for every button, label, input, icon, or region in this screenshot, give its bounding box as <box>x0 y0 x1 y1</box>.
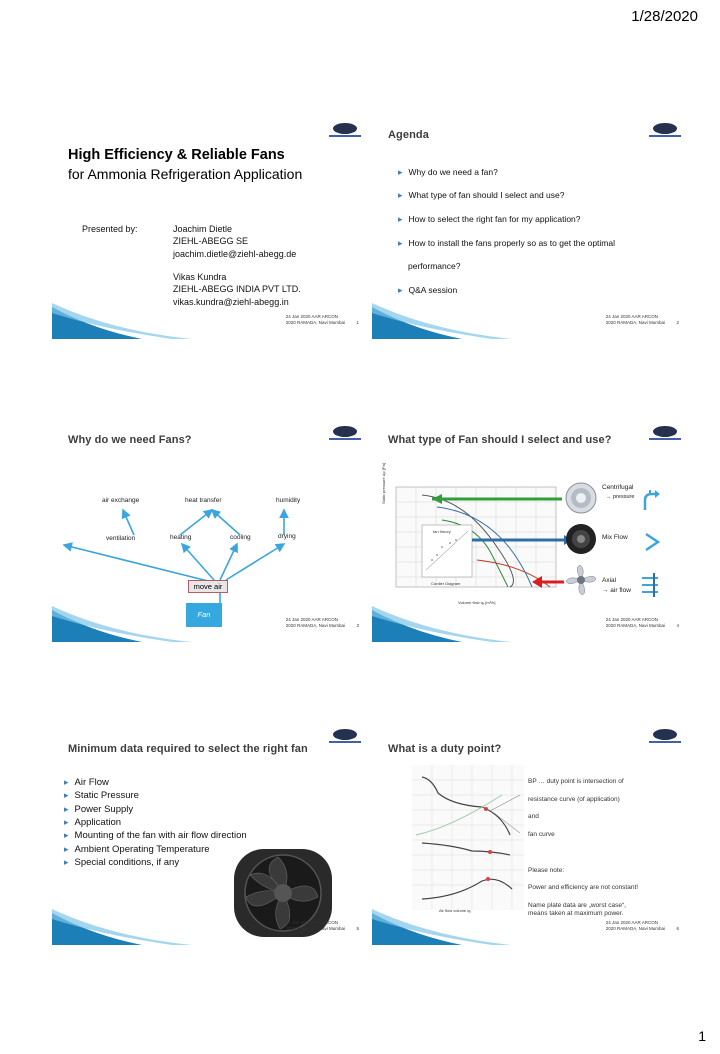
label-drying: drying <box>278 533 296 540</box>
presenter-2-company: ZIEHL-ABEGG INDIA PVT LTD. <box>173 284 301 294</box>
presenter-1-name: Joachim Dietle <box>173 224 233 234</box>
slide-5 <box>52 723 367 945</box>
presenter-1-email: joachim.dietle@ziehl-abegg.de <box>173 249 297 259</box>
slide-title: Why do we need Fans? <box>68 434 192 446</box>
presenter-1-company: ZIEHL-ABEGG SE <box>173 236 249 246</box>
presenter-2-email: vikas.kundra@ziehl-abegg.in <box>173 297 289 307</box>
text-fan-curve: fan curve <box>528 831 555 838</box>
agenda-item: ▸ How to install the fans properly so as to get the optimal <box>398 238 615 249</box>
label-air-flow: → air flow <box>602 587 631 594</box>
move-air-box: move air <box>188 580 228 593</box>
slide-footer: 24 Jan 2020 AAR ARCON 2020 RAMADA, Navi Mumbai <box>605 920 665 931</box>
chart-axis-label: Air flow volume qᵥ <box>439 908 471 913</box>
chart-y-label: Static pressure Δp [Pa] <box>381 463 386 504</box>
centrifugal-flow-arrow-icon <box>642 488 662 514</box>
text-please-note: Please note: <box>528 867 565 874</box>
requirement-item: ▸ Power Supply <box>64 804 133 815</box>
text-bp: BP … duty point is intersection of <box>528 778 624 785</box>
fan-box: Fan <box>186 603 222 627</box>
axial-flow-arrow-icon <box>640 570 662 600</box>
company-logo <box>329 729 361 745</box>
slide-footer: 24 Jan 2020 AAR ARCON 2020 RAMADA, Navi Mumbai <box>605 314 665 325</box>
agenda-item-continuation: performance? <box>408 261 461 271</box>
agenda-item: ▸ Q&A session <box>398 285 457 296</box>
slide-title: High Efficiency & Reliable Fans <box>68 147 285 163</box>
slide-number: 6 <box>676 926 679 931</box>
company-logo <box>649 729 681 745</box>
text-and: and <box>528 813 539 820</box>
text-power-eff: Power and efficiency are not constant! <box>528 884 639 891</box>
label-heating: heating <box>170 534 192 541</box>
label-mix-flow: Mix Flow <box>602 534 628 541</box>
label-ventilation: ventilation <box>106 535 136 542</box>
slide-title: What type of Fan should I select and use? <box>388 434 612 446</box>
label-humidity: humidity <box>276 497 301 504</box>
requirement-item: ▸ Static Pressure <box>64 790 139 801</box>
callout-lines <box>482 793 522 843</box>
presented-by-label: Presented by: <box>82 224 138 234</box>
agenda-item: ▸ How to select the right fan for my application? <box>398 214 581 225</box>
slide-footer: 24 Jan 2020 AAR ARCON 2020 RAMADA, Navi Mumbai <box>285 617 345 628</box>
slide-number: 2 <box>676 320 679 325</box>
slide-title: What is a duty point? <box>388 743 502 755</box>
slide-footer: 24 Jan 2020 AAR ARCON 2020 RAMADA, Navi Mumbai <box>605 617 665 628</box>
company-logo <box>649 123 681 139</box>
label-air-exchange: air exchange <box>102 497 140 504</box>
mixflow-fan-icon <box>564 522 598 556</box>
slide-title: Minimum data required to select the right fan <box>68 743 308 755</box>
label-cooling: cooling <box>230 534 251 541</box>
requirement-item: ▸ Air Flow <box>64 777 109 788</box>
text-name-plate-1: Name plate data are „worst case“, <box>528 902 626 909</box>
inset-label-theory: fan theory <box>433 529 451 534</box>
label-heat-transfer: heat transfer <box>185 497 222 504</box>
text-name-plate-2: means taken at maximum power. <box>528 910 624 917</box>
requirement-item: ▸ Special conditions, if any <box>64 857 179 868</box>
label-pressure: → pressure <box>606 494 635 500</box>
slide-4 <box>372 420 687 642</box>
slide-2 <box>372 117 687 339</box>
chart-x-label: Volume flow qᵥ [m³/h] <box>458 600 496 605</box>
label-centrifugal: Centrifugal <box>602 484 634 491</box>
page-date: 1/28/2020 <box>631 8 698 25</box>
requirement-item: ▸ Mounting of the fan with air flow direction <box>64 830 247 841</box>
requirement-item: ▸ Ambient Operating Temperature <box>64 844 210 855</box>
page-number: 1 <box>698 1028 706 1044</box>
inset-label-cordier: Cordier Diagram <box>431 581 461 586</box>
requirement-item: ▸ Application <box>64 817 121 828</box>
slide-1 <box>52 117 367 339</box>
agenda-item: ▸ Why do we need a fan? <box>398 167 498 178</box>
slide-number: 5 <box>356 926 359 931</box>
company-logo <box>329 123 361 139</box>
label-axial: Axial <box>602 577 617 584</box>
slide-number: 1 <box>356 320 359 325</box>
slide-6 <box>372 723 687 945</box>
slide-footer: 24 Jan 2020 AAR ARCON 2020 RAMADA, Navi Mumbai <box>285 920 345 931</box>
slide-3 <box>52 420 367 642</box>
slide-number: 3 <box>356 623 359 628</box>
slide-footer: 24 Jan 2020 AAR ARCON 2020 RAMADA, Navi Mumbai <box>285 314 345 325</box>
centrifugal-fan-icon <box>564 481 598 515</box>
agenda-item: ▸ What type of fan should I select and use? <box>398 190 564 201</box>
presenter-2-name: Vikas Kundra <box>173 272 227 282</box>
text-resistance: resistance curve (of application) <box>528 796 620 803</box>
slide-title: Agenda <box>388 129 429 141</box>
mixflow-arrow-icon <box>644 530 662 554</box>
slide-subtitle: for Ammonia Refrigeration Application <box>68 166 303 182</box>
slide-number: 4 <box>676 623 679 628</box>
axial-fan-icon <box>564 563 598 597</box>
